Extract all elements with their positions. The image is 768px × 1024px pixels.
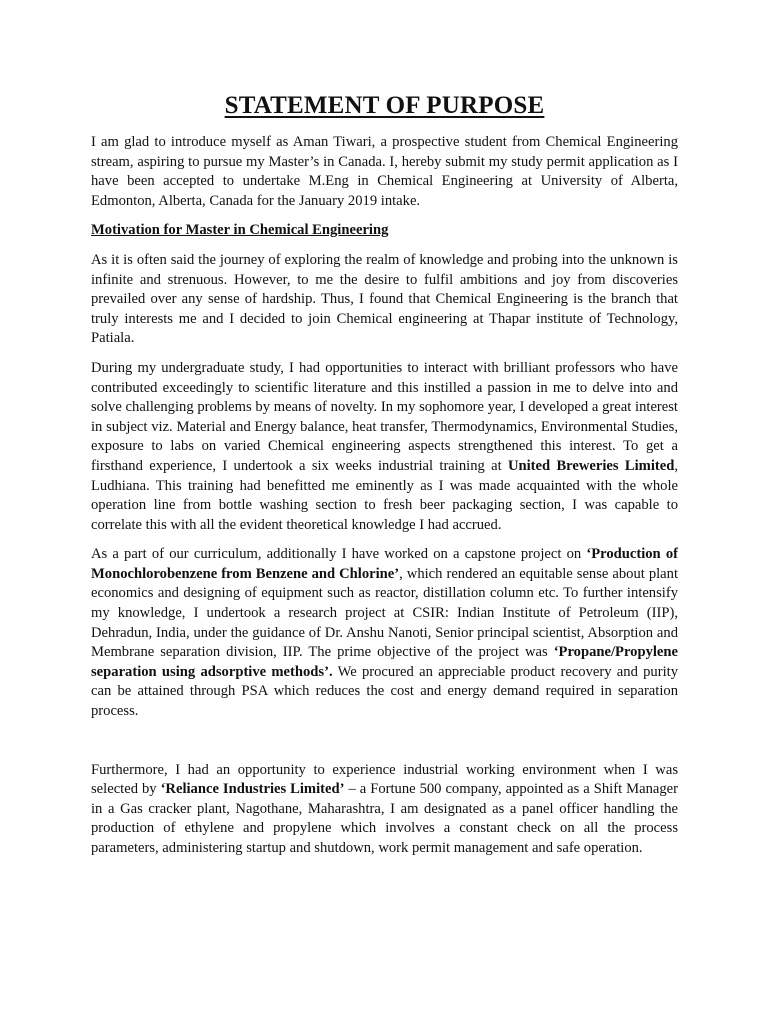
page-title: STATEMENT OF PURPOSE xyxy=(224,92,545,119)
industry-paragraph xyxy=(91,761,678,859)
projects-text-1: As a part of our curriculum, additionally I have worked on a capstone project on xyxy=(91,546,587,563)
research-project-emphasis: ‘Propane/Propylene separation using adsorptive methods’. xyxy=(91,644,678,680)
intro-paragraph: I am glad to introduce myself as Aman Tiwari, a prospective student from Chemical Engineering stream, aspiring to pursue my Master’s in Canada. I, hereby submit my study permit application as I have been accepted to undertake M.Eng in Chemical Engineering at University of Alberta, Edmonton, Alberta, Canada for the January 2019 intake. xyxy=(91,134,678,209)
projects-text-2: , which rendered an equitable sense about plant economics and designing of equipment such as reactor, distillation column etc. To further intensify my knowledge, I undertook a research project at CSIR: Indian Institute of Petroleum (IIP), Dehradun, India, under the guidance of Dr. Anshu Nanoti, Senior principal scientist, Absorption and Membrane separation division, IIP. The prime objective of the project was xyxy=(91,565,678,661)
section-heading-motivation: Motivation for Master in Chemical Engineering xyxy=(91,222,389,239)
projects-text-3: We procured an appreciable product recovery and purity can be attained through PSA which reduces the cost and energy demand required in separation process. xyxy=(91,663,678,720)
projects-paragraph xyxy=(91,545,678,721)
capstone-project-emphasis: ‘Production of Monochlorobenzene from Benzene and Chlorine’ xyxy=(91,546,678,582)
united-breweries-emphasis: United Breweries Limited xyxy=(507,457,675,474)
undergraduate-paragraph xyxy=(91,359,678,535)
motivation-paragraph: As it is often said the journey of exploring the realm of knowledge and probing into the unknown is infinite and strenuous. However, to me the desire to fulfil ambitions and joy from discoveries prevailed over any sense of hardship. Thus, I found that Chemical Engineering is the branch that truly interests me and I decided to join Chemical engineering at Thapar institute of Technology, Patiala. xyxy=(91,251,678,347)
undergraduate-text-1: During my undergraduate study, I had opportunities to interact with brilliant professors who have contributed exceedingly to scientific literature and this instilled a passion in me to delve into and solve challenging problems by means of novelty. In my sophomore year, I developed a great interest in subject viz. Material and Energy balance, heat transfer, Thermodynamics, Environmental Studies, exposure to labs on varied Chemical engineering aspects strengthened this interest. To get a firsthand experience, I undertook a six weeks industrial training at xyxy=(91,359,678,474)
industry-text-2: – a Fortune 500 company, appointed as a Shift Manager in a Gas cracker plant, Nagothane, Maharashtra, I am designated as a panel officer handling the production of ethylene and propylene which involves a constant check on all the process parameters, administering startup and shutdown, work permit management and safe operation. xyxy=(91,781,678,856)
reliance-emphasis: ‘Reliance Industries Limited’ xyxy=(160,781,345,798)
undergraduate-text-2: , Ludhiana. This training had benefitted me eminently as I was made acquainted with the whole operation line from bottle washing section to fresh beer packaging section, I was capable to correlate this with all the evident theoretical knowledge I had accrued. xyxy=(91,457,679,533)
industry-text-1: Furthermore, I had an opportunity to experience industrial working environment when I was selected by xyxy=(91,761,678,798)
